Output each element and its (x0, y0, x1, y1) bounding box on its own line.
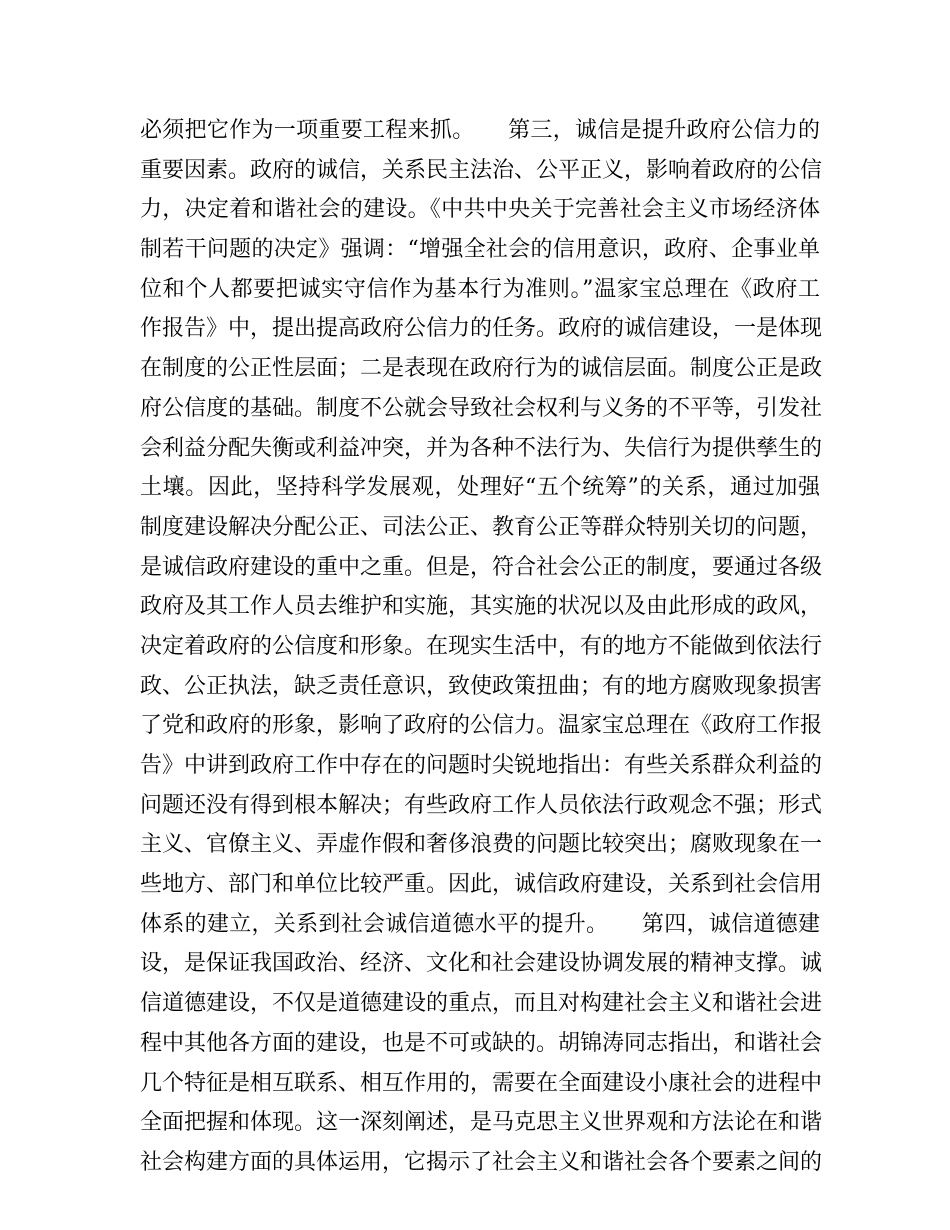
text-line: 决定着政府的公信度和形象。在现实生活中，有的地方不能做到依法行 (140, 633, 823, 659)
text-line: 作报告》中，提出提高政府公信力的任务。政府的诚信建设，一是体现 (140, 316, 823, 342)
text-line: 体系的建立，关系到社会诚信道德水平的提升。 第四，诚信道德建 (140, 911, 820, 937)
text-line: 制度建设解决分配公正、司法公正、教育公正等群众特别关切的问题， (140, 514, 823, 540)
text-line: 设，是保证我国政治、经济、文化和社会建设协调发展的精神支撑。诚 (140, 951, 823, 977)
text-line: 全面把握和体现。这一深刻阐述，是马克思主义世界观和方法论在和谐 (140, 1110, 823, 1136)
text-line: 问题还没有得到根本解决；有些政府工作人员依法行政观念不强；形式 (140, 792, 823, 818)
text-line: 在制度的公正性层面；二是表现在政府行为的诚信层面。制度公正是政 (140, 356, 823, 382)
text-line: 些地方、部门和单位比较严重。因此，诚信政府建设，关系到社会信用 (140, 872, 823, 898)
body-text (140, 111, 823, 1183)
text-line: 会利益分配失衡或利益冲突，并为各种不法行为、失信行为提供孳生的 (140, 435, 823, 461)
text-line: 程中其他各方面的建设，也是不可或缺的。胡锦涛同志指出，和谐社会 (140, 1030, 823, 1056)
text-line: 几个特征是相互联系、相互作用的，需要在全面建设小康社会的进程中 (140, 1070, 823, 1096)
text-line: 社会构建方面的具体运用，它揭示了社会主义和谐社会各个要素之间的 (140, 1149, 823, 1175)
text-line: 了党和政府的形象，影响了政府的公信力。温家宝总理在《政府工作报 (140, 713, 823, 739)
text-line: 政府及其工作人员去维护和实施，其实施的状况以及由此形成的政风， (140, 594, 823, 620)
text-line: 告》中讲到政府工作中存在的问题时尖锐地指出：有些关系群众利益的 (140, 753, 823, 778)
text-line: 主义、官僚主义、弄虚作假和奢侈浪费的问题比较突出；腐败现象在一 (140, 832, 823, 858)
text-line: 信道德建设，不仅是道德建设的重点，而且对构建社会主义和谐社会进 (140, 991, 823, 1017)
text-line: 是诚信政府建设的重中之重。但是，符合社会公正的制度，要通过各级 (140, 554, 823, 580)
text-line: 重要因素。政府的诚信，关系民主法治、公平正义，影响着政府的公信 (140, 157, 823, 183)
text-line: 位和个人都要把诚实守信作为基本行为准则。”温家宝总理在《政府工 (140, 276, 820, 302)
text-line: 制若干问题的决定》强调：“增强全社会的信用意识，政府、企事业单 (140, 237, 820, 263)
text-line: 土壤。因此，坚持科学发展观，处理好“五个统筹”的关系，通过加强 (140, 475, 820, 501)
text-line: 政、公正执法，缺乏责任意识，致使政策扭曲；有的地方腐败现象损害 (140, 673, 823, 699)
text-line: 府公信度的基础。制度不公就会导致社会权利与义务的不平等，引发社 (140, 395, 823, 421)
text-line: 力，决定着和谐社会的建设。《中共中央关于完善社会主义市场经济体 (140, 197, 820, 223)
text-line: 必须把它作为一项重要工程来抓。 第三，诚信是提升政府公信力的 (140, 118, 820, 143)
